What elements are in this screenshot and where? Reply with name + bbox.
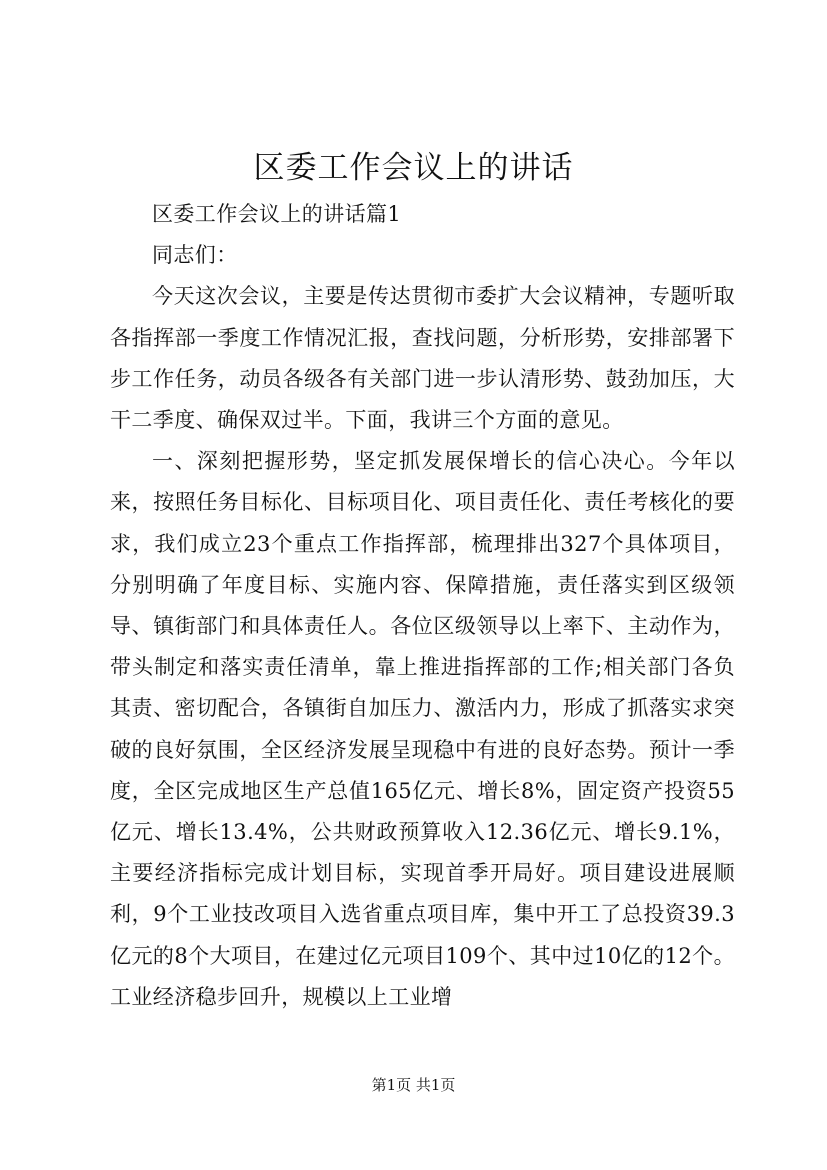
salutation: 同志们： [152, 243, 238, 268]
section-heading: 区委工作会议上的讲话篇1 [152, 202, 402, 226]
document-title: 区委工作会议上的讲话 [253, 150, 574, 186]
body-paragraph: 一、深刻把握形势，坚定抓发展保增长的信心决心。今年以来，按照任务目标化、目标项目化、项目责任化、责任考核化的要求，我们成立23个重点工作指挥部，梳理排出327个具体项目，分别明确了年度目标、实施内容、保障措施，责任落实到区级领导、镇街部门和具体责任人。各位区级领导以上率下、主动作为，带头制定和落实责任清单，靠上推进指挥部的工作;相关部门各负其责、密切配合，各镇街自加压力、激活内力，形成了抓落实求突破的良好氛围，全区经济发展呈现稳中有进的良好态势。预计一季度，全区完成地区生产总值165亿元、增长8%，固定资产投资55亿元、增长13.4%，公共财政预算收入12.36亿元、增长9.1%，主要经济指标完成计划目标，实现首季开局好。项目建设进展顺利，9个工业技改项目入选省重点项目库，集中开工了总投资39.3亿元的8个大项目，在建过亿元项目109个、其中过10亿的12个。工业经济稳步回升，规模以上工业增 [110, 449, 735, 1009]
document-body [110, 194, 735, 1018]
page-footer: 第1页 共1页 [371, 1076, 456, 1094]
body-paragraph: 今天这次会议，主要是传达贯彻市委扩大会议精神，专题听取各指挥部一季度工作情况汇报，查找问题，分析形势，安排部署下步工作任务，动员各级各有关部门进一步认清形势、鼓劲加压，大干二季度、确保双过半。下面，我讲三个方面的意见。 [110, 284, 735, 433]
